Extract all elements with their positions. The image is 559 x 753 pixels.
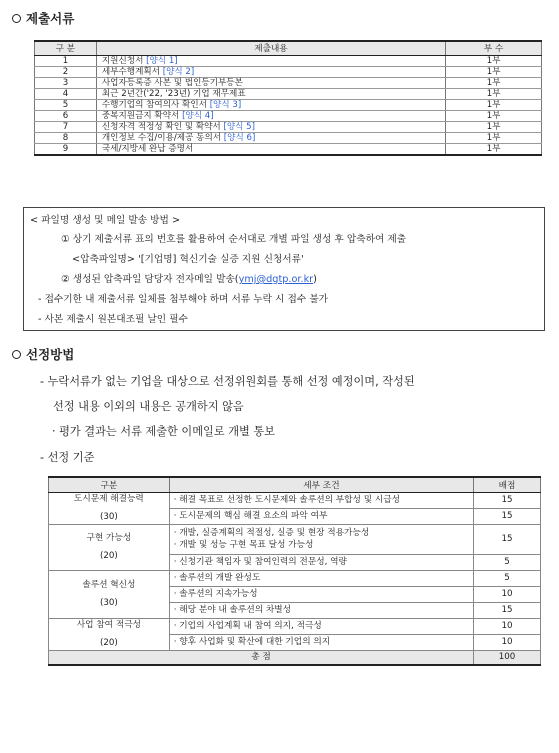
- category-name: 도시문제 해결능력: [73, 494, 144, 504]
- category-points: (30): [99, 598, 118, 608]
- detail-text: · 도시문제의 핵심 해결 요소의 파악 여부: [173, 511, 328, 521]
- row-number: 3: [35, 77, 97, 88]
- row-content: [96, 143, 445, 155]
- selection-criteria-label: - 선정 기준: [40, 451, 95, 464]
- header-content: 제출내용: [96, 41, 445, 55]
- header-qty: 부 수: [446, 41, 542, 55]
- row-number: 7: [35, 121, 97, 132]
- criteria-score: 15: [474, 602, 541, 618]
- row-content: [96, 88, 445, 99]
- row-text: 지원신청서: [101, 55, 147, 66]
- contact-email-link[interactable]: ymj@dgtp.or.kr: [238, 274, 314, 285]
- circle-bullet-icon: [12, 14, 21, 23]
- criteria-score: 5: [474, 554, 541, 570]
- criteria-detail: [169, 524, 473, 554]
- row-text: 세부수행계획서: [101, 66, 163, 77]
- criteria-category: [49, 570, 170, 618]
- detail-text: · 기업의 사업계획 내 참여 의지, 적극성: [173, 621, 322, 631]
- table-row: [35, 77, 542, 88]
- row-content: [96, 99, 445, 110]
- category-points: (20): [99, 638, 118, 648]
- table-header-row: [49, 477, 541, 492]
- table-row: [35, 132, 542, 143]
- row-content: [96, 66, 445, 77]
- total-label: 총 점: [49, 650, 474, 665]
- detail-text: · 해결 목표로 선정한 도시문제와 솔루션의 부합성 및 시급성: [173, 495, 401, 505]
- row-number: 8: [35, 132, 97, 143]
- header-category: 구분: [49, 477, 170, 492]
- row-number: 2: [35, 66, 97, 77]
- category-name: 구현 가능성: [86, 533, 132, 543]
- row-number: 5: [35, 99, 97, 110]
- row-qty: 1부: [446, 66, 542, 77]
- row-text: 사업자등록증 사본 및 법인등기부등본: [101, 77, 243, 88]
- row-text: 최근 2년간('22, '23년) 기업 재무제표: [101, 88, 246, 99]
- section-title-selection: [12, 345, 74, 363]
- row-qty: 1부: [446, 55, 542, 66]
- table-row: [35, 121, 542, 132]
- criteria-category: [49, 618, 170, 650]
- criteria-score: 10: [474, 618, 541, 634]
- row-text: 국세/지방세 완납 증명서: [101, 143, 194, 154]
- row-qty: 1부: [446, 110, 542, 121]
- row-qty: 1부: [446, 132, 542, 143]
- form-reference: [양식 2]: [162, 66, 195, 77]
- criteria-row: [49, 524, 541, 554]
- row-number: 9: [35, 143, 97, 155]
- category-points: (20): [99, 551, 118, 561]
- criteria-detail: [169, 508, 473, 524]
- detail-text: · 해당 분야 내 솔루션의 차별성: [173, 605, 292, 615]
- row-content: [96, 77, 445, 88]
- row-content: [96, 121, 445, 132]
- notice-note-2: - 사본 제출시 원본대조필 날인 필수: [38, 314, 188, 325]
- notice-item-1-filename: <압축파일명> '[기업명] 혁신기술 실증 지원 신청서류': [72, 254, 304, 265]
- criteria-score: 15: [474, 524, 541, 554]
- row-number: 4: [35, 88, 97, 99]
- total-score: 100: [474, 650, 541, 665]
- header-category: 구 분: [35, 41, 97, 55]
- selection-desc-line-1: - 누락서류가 없는 기업을 대상으로 선정위원회를 통해 선정 예정이며, 작성된: [40, 375, 415, 388]
- table-row: [35, 99, 542, 110]
- total-row: [49, 650, 541, 665]
- section-title-documents: [12, 9, 74, 27]
- detail-text: · 향후 사업화 및 확산에 대한 기업의 의지: [173, 637, 331, 647]
- selection-desc-line-3: · 평가 결과는 서류 제출한 이메일로 개별 통보: [52, 425, 275, 438]
- criteria-row: [49, 618, 541, 634]
- header-score: 배점: [474, 477, 541, 492]
- notice-note-1: - 접수기한 내 제출서류 일체를 첨부해야 하며 서류 누락 시 접수 불가: [38, 294, 329, 305]
- row-text: 수행기업의 참여의사 확인서: [101, 99, 210, 110]
- circle-bullet-icon: [12, 350, 21, 359]
- detail-text: · 솔루션의 개발 완성도: [173, 573, 261, 583]
- criteria-score: 10: [474, 586, 541, 602]
- form-reference: [양식 1]: [146, 55, 178, 66]
- criteria-row: [49, 570, 541, 586]
- row-qty: 1부: [446, 88, 542, 99]
- table-row: [35, 66, 542, 77]
- row-text: 중복지원금지 확약서: [101, 110, 183, 121]
- row-content: [96, 55, 445, 66]
- notice-heading: < 파일명 생성 및 메일 발송 방법 >: [30, 215, 181, 226]
- criteria-category: [49, 524, 170, 570]
- notice-item-2: [61, 271, 317, 285]
- detail-text: · 솔루션의 지속가능성: [173, 589, 258, 599]
- criteria-detail: [169, 492, 473, 508]
- notice-item-2-prefix: ② 생성된 압축파일 담당자 전자메일 발송(: [61, 274, 239, 285]
- criteria-category: [49, 492, 170, 524]
- criteria-score: 15: [474, 508, 541, 524]
- row-number: 6: [35, 110, 97, 121]
- notice-item-2-suffix: ): [313, 274, 317, 285]
- row-content: [96, 132, 445, 143]
- category-name: 사업 참여 적극성: [76, 620, 142, 630]
- row-number: 1: [35, 55, 97, 66]
- criteria-detail: [169, 634, 473, 650]
- form-reference: [양식 5]: [223, 121, 255, 132]
- table-row: [35, 55, 542, 66]
- row-qty: 1부: [446, 77, 542, 88]
- selection-criteria-table: [48, 476, 541, 666]
- form-reference: [양식 4]: [182, 110, 214, 121]
- row-text: 개인정보 수집/이용/제공 동의서: [101, 132, 224, 143]
- category-points: (30): [99, 512, 118, 522]
- criteria-detail: [169, 570, 473, 586]
- row-qty: 1부: [446, 121, 542, 132]
- table-row: [35, 88, 542, 99]
- section-title-text: 제출서류: [26, 11, 75, 26]
- criteria-detail: [169, 586, 473, 602]
- notice-item-1: ① 상기 제출서류 표의 번호를 활용하여 순서대로 개별 파일 생성 후 압축하여 제출: [61, 234, 407, 245]
- row-qty: 1부: [446, 99, 542, 110]
- detail-text: · 신청기관 책임자 및 참여인력의 전문성, 역량: [173, 557, 347, 567]
- criteria-detail: [169, 554, 473, 570]
- form-reference: [양식 3]: [209, 99, 242, 110]
- section-title-text: 선정방법: [26, 347, 75, 362]
- criteria-score: 10: [474, 634, 541, 650]
- row-qty: 1부: [446, 143, 542, 155]
- category-name: 솔루션 혁신성: [82, 580, 136, 590]
- selection-desc-line-2: 선정 내용 이외의 내용은 공개하지 않음: [53, 400, 244, 413]
- row-content: [96, 110, 445, 121]
- criteria-score: 15: [474, 492, 541, 508]
- detail-text-2: · 개발 및 성능 구현 목표 달성 가능성: [173, 540, 314, 550]
- table-row: [35, 143, 542, 155]
- table-header-row: [35, 41, 542, 55]
- row-text: 신청자격 적정성 확인 및 확약서: [101, 121, 224, 132]
- header-detail: 세부 조건: [169, 477, 473, 492]
- criteria-detail: [169, 602, 473, 618]
- file-submission-notice-box: [23, 207, 545, 331]
- form-reference: [양식 6]: [223, 132, 256, 143]
- criteria-detail: [169, 618, 473, 634]
- table-row: [35, 110, 542, 121]
- criteria-row: [49, 492, 541, 508]
- detail-text: · 개발, 실증계획의 적절성, 실증 및 현장 적용가능성: [173, 528, 370, 538]
- documents-table: [34, 40, 542, 156]
- criteria-score: 5: [474, 570, 541, 586]
